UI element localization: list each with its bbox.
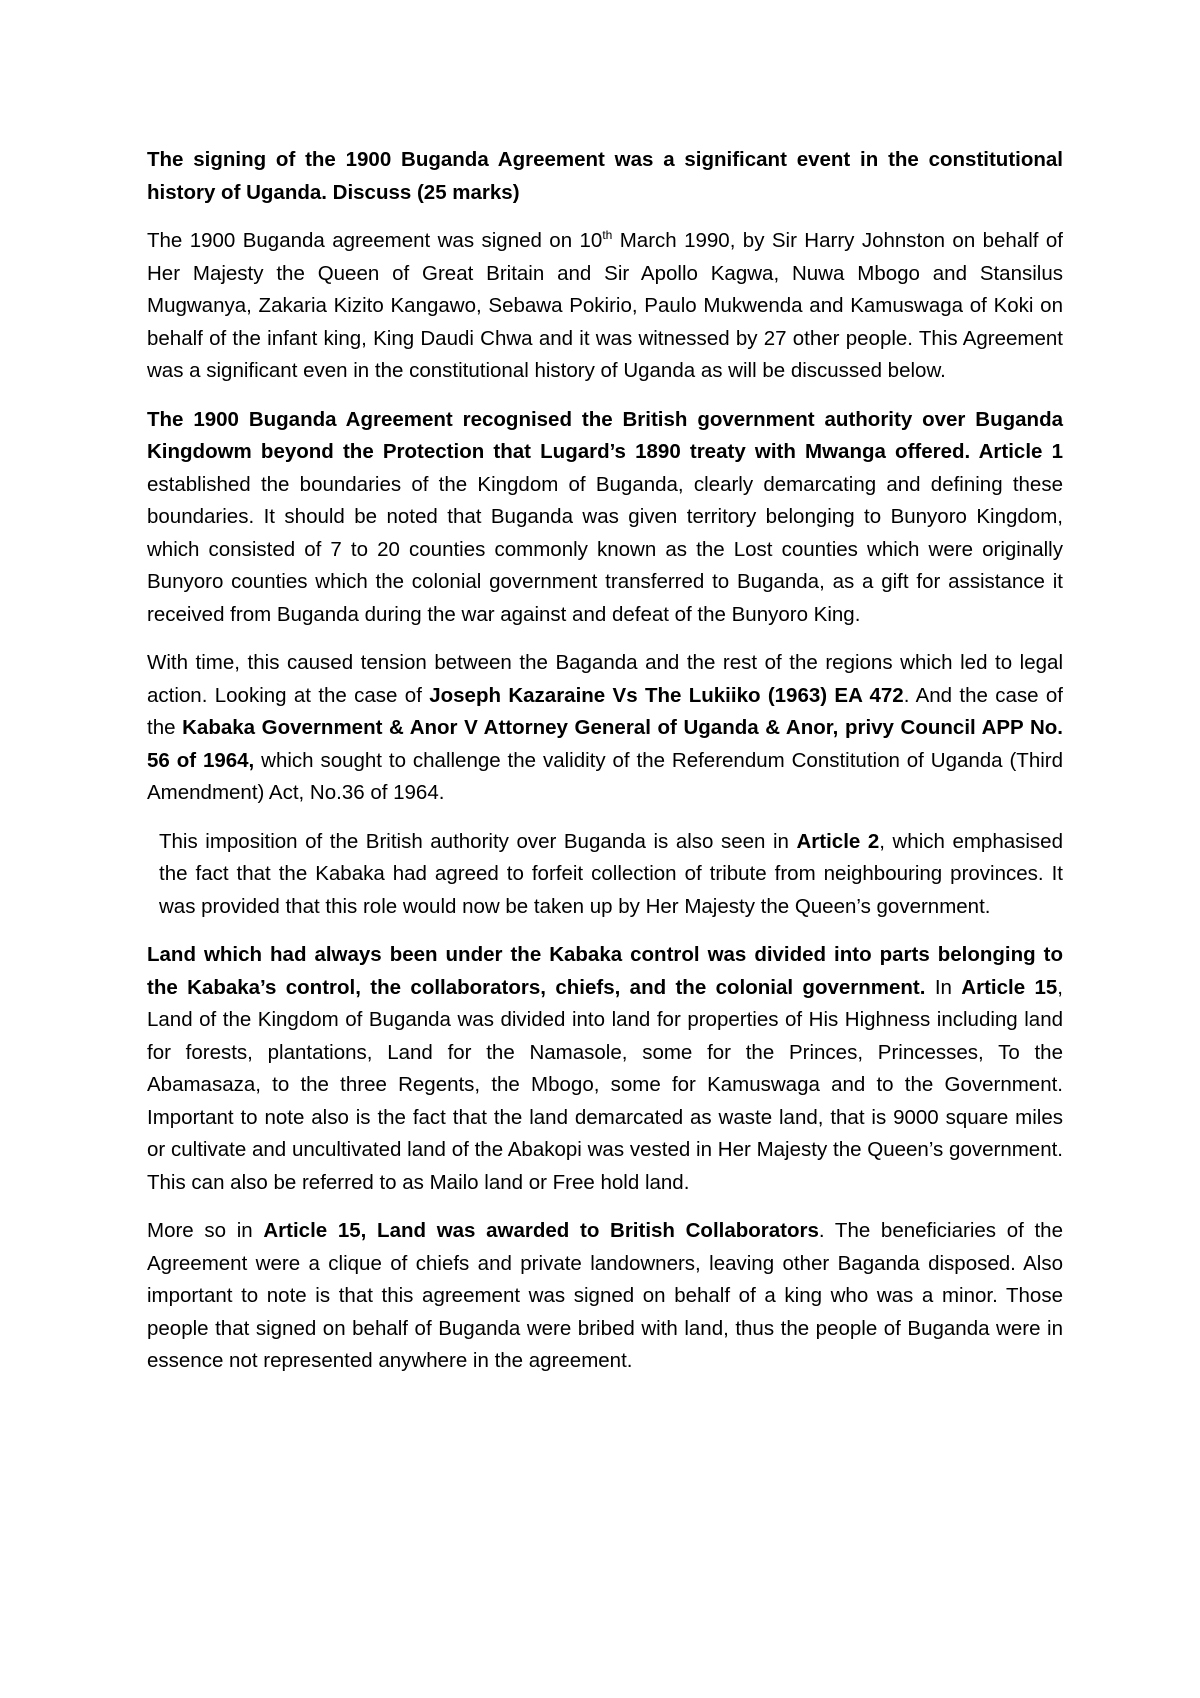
p5-bold-1: Land which had always been under the Kabaka control was divided into parts belonging to the Kabaka’s control, the collaborators, chiefs, and the colonial government. <box>147 943 1063 999</box>
p6-text-2: . The beneficiaries of the Agreement were a clique of chiefs and private landowners, leaving other Baganda disposed. Also important to note is that this agreement was signed on behalf of a king who was a minor. Those people that signed on behalf of Buganda were bribed with land, thus the people of Buganda were in essence not represented anywhere in the agreement. <box>147 1219 1063 1372</box>
paragraph-british-authority <box>147 404 1063 632</box>
p5-text-1: In <box>925 975 962 999</box>
p5-text-2: , Land of the Kingdom of Buganda was divided into land for properties of His Highness including land for forests, plantations, Land for the Namasole, some for the Princes, Princesses, To the Abamasaza, to the three Regents, the Mbogo, some for Kamuswaga and to the Government. Important to note also is the fact that the land demarcated as waste land, that is 9000 square miles or cultivate and uncultivated land of the Abakopi was vested in Her Majesty the Queen’s government. This can also be referred to as Mailo land or Free hold land. <box>147 975 1063 1194</box>
p6-bold: Article 15, Land was awarded to British Collaborators <box>263 1219 819 1242</box>
p2-text: established the boundaries of the Kingdom of Buganda, clearly demarcating and defining these boundaries. It should be noted that Buganda was given territory belonging to Bunyoro Kingdom, which consisted of 7 to 20 counties commonly known as the Lost counties which were originally Bunyoro counties which the colonial government transferred to Buganda, as a gift for assistance it received from Buganda during the war against and defeat of the Bunyoro King. <box>147 472 1063 626</box>
p5-article: Article 15 <box>961 975 1058 999</box>
p2-bold: The 1900 Buganda Agreement recognised the British government authority over Buganda Kingdowm beyond the Protection that Lugard’s 1890 treaty with Mwanga offered. Article 1 <box>147 407 1063 463</box>
p1-superscript: th <box>602 228 613 243</box>
p4-text-1: This imposition of the British authority over Buganda is also seen in <box>159 829 797 853</box>
paragraph-introduction <box>147 225 1063 388</box>
p4-text-2: , which emphasised the fact that the Kabaka had agreed to forfeit collection of tribute from neighbouring provinces. It was provided that this role would now be taken up by Her Majesty the Queen’s government. <box>159 829 1063 918</box>
p3-text-3: which sought to challenge the validity of the Referendum Constitution of Uganda (Third Amendment) Act, No.36 of 1964. <box>147 748 1064 804</box>
p1-text-a: The 1900 Buganda agreement was signed on 10 <box>147 229 603 252</box>
p6-text-1: More so in <box>147 1219 264 1242</box>
p3-case-1: Joseph Kazaraine Vs The Lukiiko (1963) EA 472 <box>429 683 904 707</box>
paragraph-article-2 <box>147 826 1063 924</box>
paragraph-collaborators <box>147 1215 1063 1378</box>
paragraph-land-division <box>147 939 1063 1199</box>
p3-case-2: Kabaka Government & Anor V Attorney General of Uganda & Anor, privy Council APP No. 56 of 1964, <box>147 716 1063 772</box>
document-body <box>147 144 1063 1394</box>
p1-text-b: March 1990, by Sir Harry Johnston on behalf of Her Majesty the Queen of Great Britain and Sir Apollo Kagwa, Nuwa Mbogo and Stansilus Mugwanya, Zakaria Kizito Kangawo, Sebawa Pokirio, Paulo Mukwenda and Kamuswaga of Koki on behalf of the infant king, King Daudi Chwa and it was witnessed by 27 other people. This Agreement was a significant even in the constitutional history of Uganda as will be discussed below. <box>147 229 1063 382</box>
paragraph-legal-action <box>147 647 1063 810</box>
p3-text-1: With time, this caused tension between the Baganda and the rest of the regions which led to legal action. Looking at the case of <box>147 651 1063 707</box>
p4-article: Article 2 <box>796 829 880 853</box>
question-heading <box>147 144 1063 209</box>
question-text: The signing of the 1900 Buganda Agreement was a significant event in the constitutional history of Uganda. Discuss (25 marks) <box>147 148 1063 204</box>
p3-text-2: . And the case of the <box>147 683 1063 739</box>
